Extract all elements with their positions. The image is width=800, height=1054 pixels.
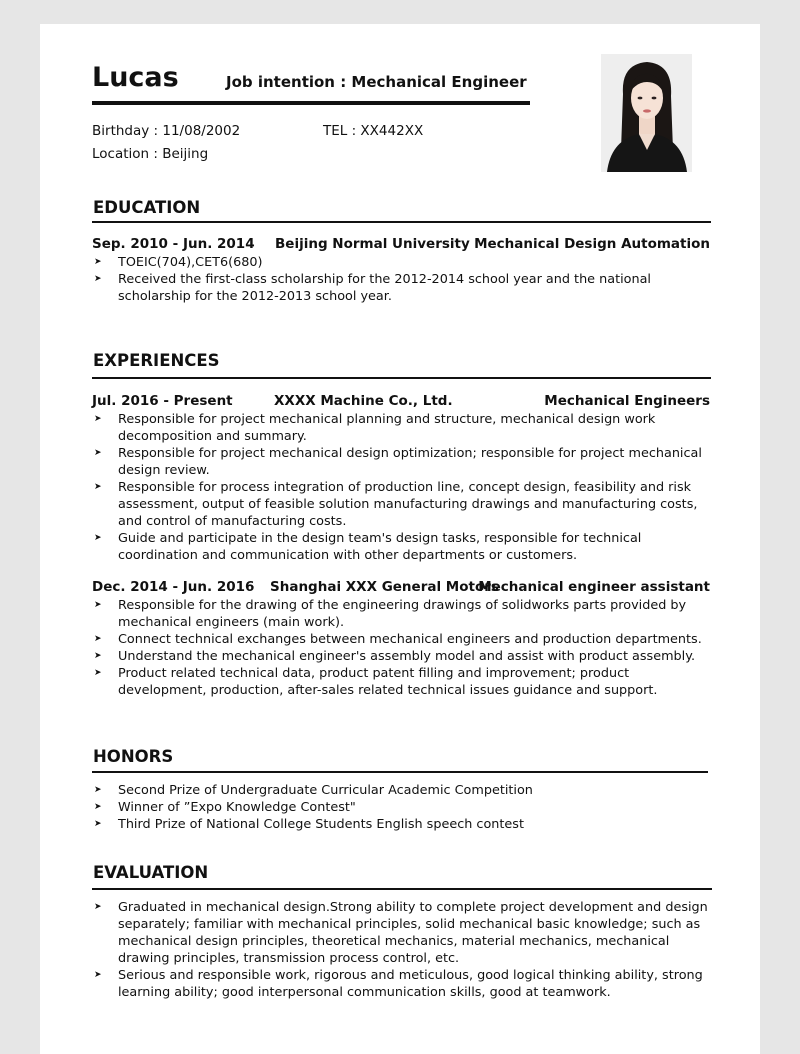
education-heading: EDUCATION (93, 198, 201, 217)
resume-page (40, 24, 760, 1054)
education-major: Mechanical Design Automation (474, 236, 710, 252)
honors-heading: HONORS (93, 747, 174, 766)
list-item: ➤ Product related technical data, product patent filling and improvement; product development, production, after-sales related technical issues guidance and support. (94, 666, 658, 698)
birthday: Birthday : 11/08/2002 (92, 123, 241, 139)
education-entry (92, 236, 710, 252)
list-item: ➤ Winner of ”Expo Knowledge Contest" (94, 800, 356, 815)
education-rule (92, 221, 711, 223)
arrow-bullet-icon: ➤ (94, 785, 102, 795)
evaluation-bullets (92, 899, 714, 1001)
arrow-bullet-icon: ➤ (94, 533, 102, 543)
list-item: ➤ Responsible for the drawing of the engineering drawings of solidworks parts provided by mechanical engineers (main work). (94, 598, 687, 630)
education-bullets (92, 254, 712, 305)
list-item: ➤ Connect technical exchanges between mechanical engineers and production departments. (94, 632, 702, 647)
arrow-bullet-icon: ➤ (94, 482, 102, 492)
list-item: ➤ Graduated in mechanical design.Strong ability to complete project development and design separately; familiar with mechanical principles, solid mechanical basic knowledge; such as mechanical design principles, theoretical mechanics, material mechanics, mechanical drawing principles, transmission process control, etc. (94, 900, 708, 966)
job-bullets (92, 597, 714, 699)
list-item: ➤ Responsible for process integration of production line, concept design, feasibility and risk assessment, output of feasible solution manufacturing drawings and manufacturing costs, and control of manufacturing costs. (94, 480, 698, 529)
arrow-bullet-icon: ➤ (94, 802, 102, 812)
job-date: Dec. 2014 - Jun. 2016 (92, 579, 255, 595)
arrow-bullet-icon: ➤ (94, 448, 102, 458)
education-date: Sep. 2010 - Jun. 2014 (92, 236, 255, 252)
profile-photo (601, 54, 692, 172)
job-role: Mechanical Engineers (544, 393, 710, 409)
job-bullets (92, 411, 714, 564)
telephone: TEL : XX442XX (323, 123, 424, 139)
arrow-bullet-icon: ➤ (94, 600, 102, 610)
list-item: ➤ Serious and responsible work, rigorous and meticulous, good logical thinking ability, strong learning ability; good interpersonal communication skills, good at teamwork. (94, 968, 703, 1000)
location: Location : Beijing (92, 146, 209, 162)
evaluation-rule (92, 888, 712, 890)
job-entry (92, 393, 710, 409)
experiences-rule (92, 377, 711, 379)
arrow-bullet-icon: ➤ (94, 819, 102, 829)
list-item: ➤ Understand the mechanical engineer's assembly model and assist with product assembly. (94, 649, 696, 664)
job-intention: Job intention : Mechanical Engineer (226, 73, 527, 91)
experiences-heading: EXPERIENCES (93, 351, 220, 370)
candidate-name: Lucas (92, 62, 179, 93)
list-item: ➤ Second Prize of Undergraduate Curricular Academic Competition (94, 783, 533, 798)
arrow-bullet-icon: ➤ (94, 634, 102, 644)
arrow-bullet-icon: ➤ (94, 651, 102, 661)
job-role: Mechanical engineer assistant (478, 579, 710, 595)
arrow-bullet-icon: ➤ (94, 257, 102, 267)
job-company: Shanghai XXX General Motors (270, 579, 499, 595)
list-item: ➤ Received the first-class scholarship for the 2012-2014 school year and the national scholarship for the 2012-2013 school year. (94, 272, 651, 304)
evaluation-heading: EVALUATION (93, 863, 209, 882)
header-rule (92, 101, 530, 105)
education-school: Beijing Normal University (275, 236, 470, 252)
list-item: ➤ Responsible for project mechanical design optimization; responsible for project mechanical design review. (94, 446, 702, 478)
list-item: ➤ Responsible for project mechanical planning and structure, mechanical design work decomposition and summary. (94, 412, 656, 444)
list-item: ➤ Third Prize of National College Students English speech contest (94, 817, 524, 832)
honors-rule (92, 771, 708, 773)
list-item: ➤ Guide and participate in the design team's design tasks, responsible for technical coordination and communication with other departments or customers. (94, 531, 642, 563)
job-entry (92, 579, 710, 595)
honors-bullets (92, 782, 712, 833)
arrow-bullet-icon: ➤ (94, 274, 102, 284)
arrow-bullet-icon: ➤ (94, 668, 102, 678)
arrow-bullet-icon: ➤ (94, 970, 102, 980)
arrow-bullet-icon: ➤ (94, 414, 102, 424)
job-date: Jul. 2016 - Present (92, 393, 233, 409)
list-item: ➤ TOEIC(704),CET6(680) (94, 255, 263, 270)
job-company: XXXX Machine Co., Ltd. (274, 393, 453, 409)
arrow-bullet-icon: ➤ (94, 902, 102, 912)
